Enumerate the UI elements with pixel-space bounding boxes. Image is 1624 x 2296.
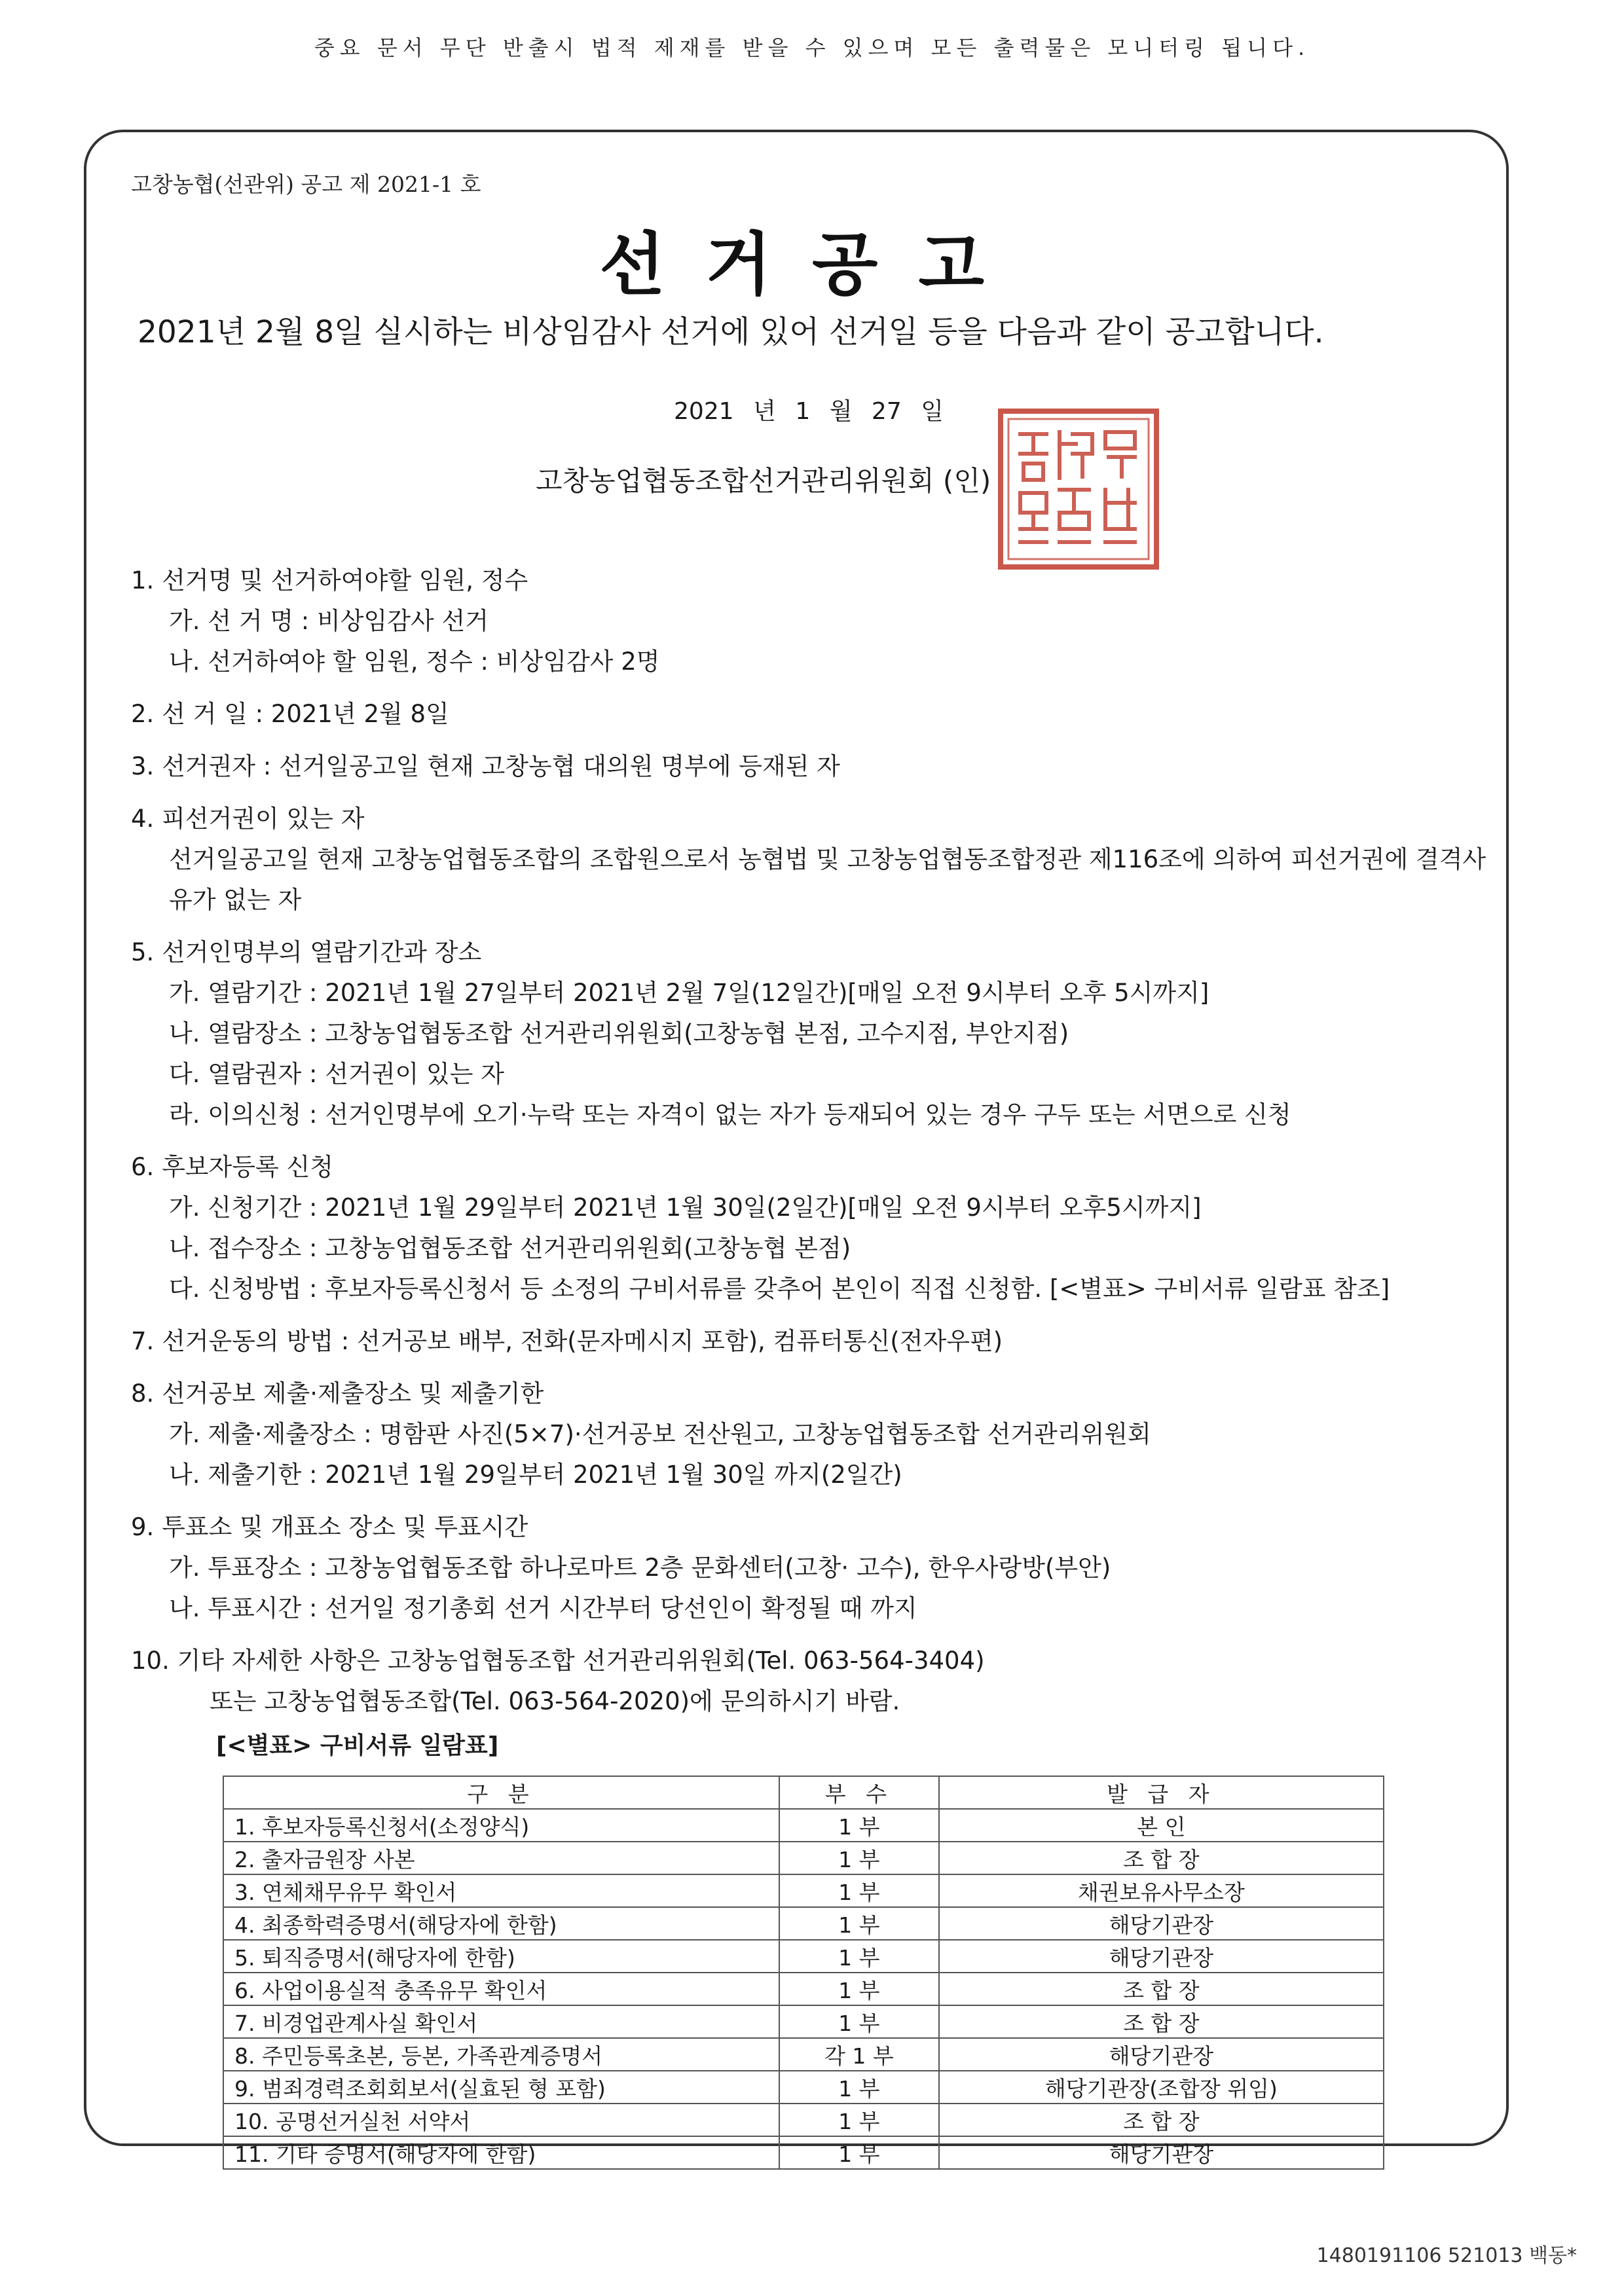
column-header-issuer: 발 급 자 <box>939 1776 1384 1809</box>
section-2 <box>131 694 1500 735</box>
document-number: 고창농협(선관위) 공고 제 2021-1 호 <box>131 172 481 197</box>
date-day: 27 <box>871 398 902 425</box>
doc-copies: 1 부 <box>779 2136 939 2169</box>
doc-copies: 1 부 <box>779 1973 939 2005</box>
doc-name: 9. 범죄경력조회회보서(실효된 형 포함) <box>223 2071 779 2104</box>
doc-issuer: 해당기관장(조합장 위임) <box>939 2071 1384 2104</box>
section-item: 나. 접수장소 : 고창농업협동조합 선거관리위원회(고창농협 본점) <box>169 1234 851 1262</box>
table-row <box>223 1842 1384 1874</box>
doc-copies: 1 부 <box>779 2071 939 2104</box>
doc-copies: 1 부 <box>779 1809 939 1842</box>
section-heading: 6. 후보자등록 신청 <box>131 1153 334 1181</box>
section-item: 가. 열람기간 : 2021년 1월 27일부터 2021년 2월 7일(12일간)[매일 오전 9시부터 오후 5시까지] <box>169 979 1209 1007</box>
section-4 <box>131 799 1500 920</box>
table-header-row <box>223 1776 1384 1809</box>
table-row <box>223 1907 1384 1940</box>
section-continuation: 또는 고창농업협동조합(Tel. 063-564-2020)에 문의하시기 바람. <box>210 1687 900 1715</box>
doc-name: 10. 공명선거실천 서약서 <box>223 2104 779 2136</box>
date-day-unit: 일 <box>921 398 944 425</box>
doc-copies: 1 부 <box>779 1940 939 1973</box>
doc-issuer: 해당기관장 <box>939 1940 1384 1973</box>
section-3 <box>131 746 1500 787</box>
doc-name: 5. 퇴직증명서(해당자에 한함) <box>223 1940 779 1973</box>
doc-copies: 1 부 <box>779 1907 939 1940</box>
table-row <box>223 1973 1384 2005</box>
section-item: 나. 열람장소 : 고창농업협동조합 선거관리위원회(고창농협 본점, 고수지점, 부안지점) <box>169 1019 1069 1048</box>
section-heading: 4. 피선거권이 있는 자 <box>131 805 365 833</box>
table-row <box>223 2104 1384 2136</box>
doc-copies: 1 부 <box>779 1874 939 1907</box>
doc-issuer: 해당기관장 <box>939 1907 1384 1940</box>
section-10 <box>131 1641 1500 1722</box>
doc-name: 6. 사업이용실적 충족유무 확인서 <box>223 1973 779 2005</box>
doc-copies: 각 1 부 <box>779 2038 939 2071</box>
monitoring-notice: 중요 문서 무단 반출시 법적 제재를 받을 수 있으며 모든 출력물은 모니터링 됩니다. <box>314 35 1310 60</box>
section-item: 다. 신청방법 : 후보자등록신청서 등 소정의 구비서류를 갖추어 본인이 직접 신청함. [<별표> 구비서류 일람표 참조] <box>169 1275 1390 1303</box>
doc-name: 2. 출자금원장 사본 <box>223 1842 779 1874</box>
table-row <box>223 2038 1384 2071</box>
column-header-copies: 부 수 <box>779 1776 939 1809</box>
doc-issuer: 조 합 장 <box>939 2005 1384 2038</box>
doc-issuer: 본 인 <box>939 1809 1384 1842</box>
date-year-unit: 년 <box>753 398 776 425</box>
section-item: 가. 제출·제출장소 : 명함판 사진(5×7)·선거공보 전산원고, 고창농업협동조합 선거관리위원회 <box>169 1420 1151 1448</box>
section-9 <box>131 1507 1500 1629</box>
official-seal-stamp <box>994 405 1163 574</box>
table-row <box>223 2071 1384 2104</box>
doc-name: 7. 비경업관계사실 확인서 <box>223 2005 779 2038</box>
doc-name: 1. 후보자등록신청서(소정양식) <box>223 1809 779 1842</box>
announcement-date <box>0 393 1624 426</box>
section-heading: 3. 선거권자 : 선거일공고일 현재 고창농협 대의원 명부에 등재된 자 <box>131 752 840 780</box>
section-item: 나. 제출기한 : 2021년 1월 29일부터 2021년 1월 30일 까지(2일간) <box>169 1461 902 1489</box>
doc-issuer: 해당기관장 <box>939 2038 1384 2071</box>
page-title: 선거공고 <box>599 224 1025 304</box>
section-7 <box>131 1321 1500 1362</box>
section-item: 가. 투표장소 : 고창농업협동조합 하나로마트 2층 문화센터(고창· 고수), 한우사랑방(부안) <box>169 1554 1111 1582</box>
doc-name: 8. 주민등록초본, 등본, 가족관계증명서 <box>223 2038 779 2071</box>
section-heading: 8. 선거공보 제출·제출장소 및 제출기한 <box>131 1379 544 1408</box>
section-heading: 10. 기타 자세한 사항은 고창농업협동조합 선거관리위원회(Tel. 063-564-3404) <box>131 1647 985 1675</box>
announcement-sections <box>131 560 1500 1734</box>
doc-name: 11. 기타 증명서(해당자에 한함) <box>223 2136 779 2169</box>
section-item: 라. 이의신청 : 선거인명부에 오기·누락 또는 자격이 없는 자가 등재되어 있는 경우 구두 또는 서면으로 신청 <box>169 1101 1291 1129</box>
column-header-category: 구 분 <box>223 1776 779 1809</box>
section-heading: 1. 선거명 및 선거하여야할 임원, 정수 <box>131 566 528 594</box>
section-6 <box>131 1147 1500 1309</box>
section-item: 다. 열람권자 : 선거권이 있는 자 <box>169 1060 504 1088</box>
section-1 <box>131 560 1500 682</box>
table-row <box>223 2005 1384 2038</box>
date-month: 1 <box>795 398 811 425</box>
doc-name: 4. 최종학력증명서(해당자에 한함) <box>223 1907 779 1940</box>
section-paragraph: 선거일공고일 현재 고창농업협동조합의 조합원으로서 농협법 및 고창농업협동조합정관 제116조에 의하여 피선거권에 결격사유가 없는 자 <box>169 845 1486 914</box>
doc-issuer: 채권보유사무소장 <box>939 1874 1384 1907</box>
table-row <box>223 2136 1384 2169</box>
section-heading: 2. 선 거 일 : 2021년 2월 8일 <box>131 700 449 728</box>
section-item: 나. 투표시간 : 선거일 정기총회 선거 시간부터 당선인이 확정될 때 까지 <box>169 1594 917 1622</box>
doc-issuer: 조 합 장 <box>939 1842 1384 1874</box>
table-caption: [<별표> 구비서류 일람표] <box>216 1732 499 1759</box>
committee-name: 고창농업협동조합선거관리위원회 (인) <box>536 465 991 497</box>
section-item: 나. 선거하여야 할 임원, 정수 : 비상임감사 2명 <box>169 647 660 676</box>
doc-issuer: 조 합 장 <box>939 2104 1384 2136</box>
date-year: 2021 <box>674 398 734 425</box>
doc-issuer: 조 합 장 <box>939 1973 1384 2005</box>
print-tracking-code: 1480191106 521013 백동* <box>1316 2244 1577 2267</box>
doc-issuer: 해당기관장 <box>939 2136 1384 2169</box>
section-heading: 9. 투표소 및 개표소 장소 및 투표시간 <box>131 1513 528 1541</box>
section-heading: 7. 선거운동의 방법 : 선거공보 배부, 전화(문자메시지 포함), 컴퓨터통신(전자우편) <box>131 1327 1003 1355</box>
section-item: 가. 신청기간 : 2021년 1월 29일부터 2021년 1월 30일(2일간)[매일 오전 9시부터 오후5시까지] <box>169 1194 1202 1222</box>
table-row <box>223 1874 1384 1907</box>
section-8 <box>131 1374 1500 1495</box>
required-documents-table <box>223 1776 1384 2170</box>
intro-text: 2021년 2월 8일 실시하는 비상임감사 선거에 있어 선거일 등을 다음과 같이 공고합니다. <box>138 314 1324 350</box>
table-row <box>223 1940 1384 1973</box>
date-month-unit: 월 <box>829 398 853 425</box>
doc-copies: 1 부 <box>779 1842 939 1874</box>
doc-name: 3. 연체채무유무 확인서 <box>223 1874 779 1907</box>
table-row <box>223 1809 1384 1842</box>
doc-copies: 1 부 <box>779 2104 939 2136</box>
doc-copies: 1 부 <box>779 2005 939 2038</box>
section-item: 가. 선 거 명 : 비상임감사 선거 <box>169 607 489 635</box>
section-heading: 5. 선거인명부의 열람기간과 장소 <box>131 938 482 966</box>
section-5 <box>131 932 1500 1135</box>
